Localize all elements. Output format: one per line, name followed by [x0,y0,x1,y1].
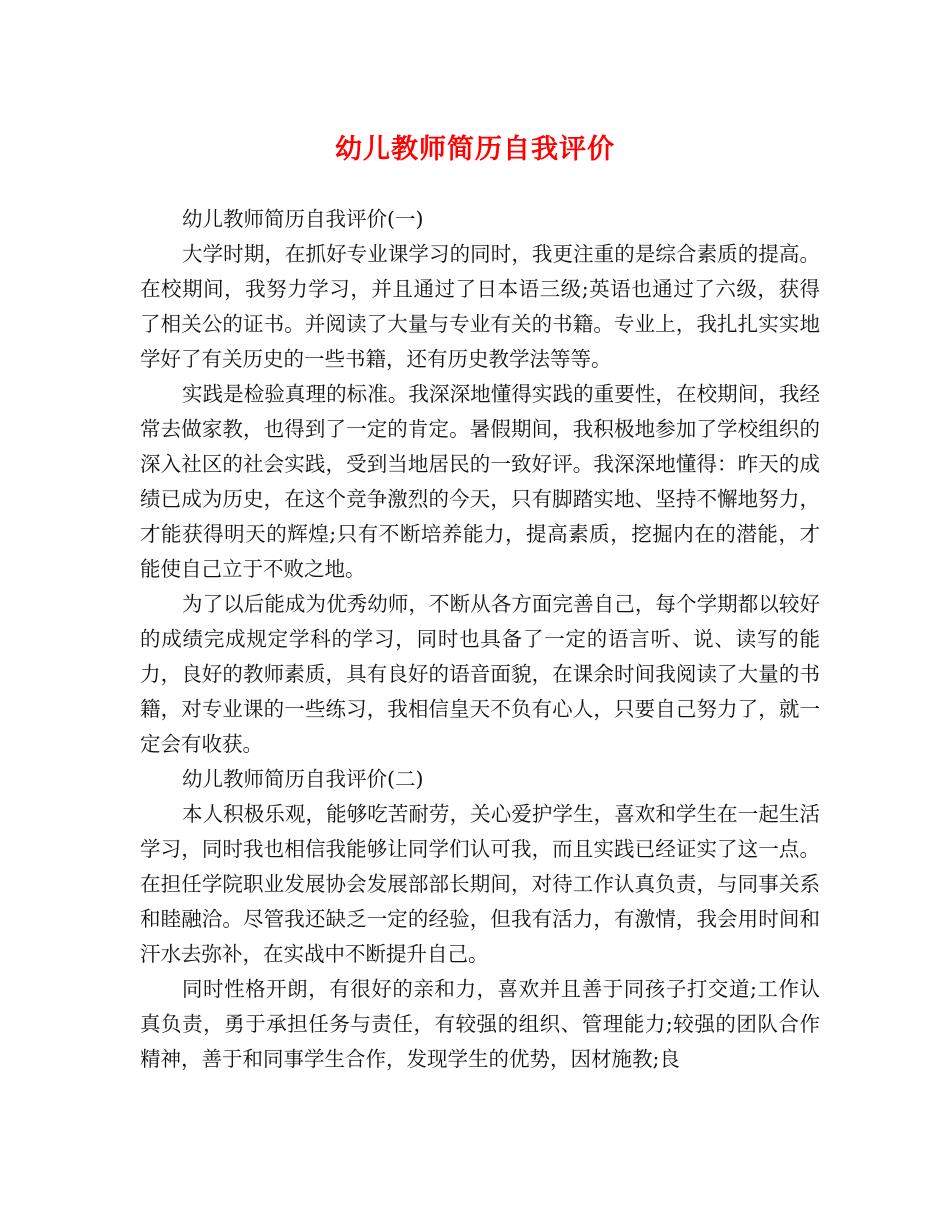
paragraph: 实践是检验真理的标准。我深深地懂得实践的重要性，在校期间，我经常去做家教，也得到了一定的肯定。暑假期间，我积极地参加了学校组织的深入社区的社会实践，受到当地居民的一致好评。我深深地懂得：昨天的成绩已成为历史，在这个竞争激烈的今天，只有脚踏实地、坚持不懈地努力，才能获得明天的辉煌;只有不断培养能力，提高素质，挖掘内在的潜能，才能使自己立于不败之地。 [140,382,820,581]
section-heading-2: 幼儿教师简历自我评价(二) [182,767,424,791]
document-body [140,202,820,1077]
paragraph: 同时性格开朗，有很好的亲和力，喜欢并且善于同孩子打交道;工作认真负责，勇于承担任务与责任，有较强的组织、管理能力;较强的团队合作精神，善于和同事学生合作，发现学生的优势，因材施教;良 [140,977,820,1071]
paragraph: 大学时期，在抓好专业课学习的同时，我更注重的是综合素质的提高。在校期间，我努力学习，并且通过了日本语三级;英语也通过了六级，获得了相关公的证书。并阅读了大量与专业有关的书籍。专业上，我扎扎实实地学好了有关历史的一些书籍，还有历史教学法等等。 [140,242,820,371]
paragraph: 为了以后能成为优秀幼师，不断从各方面完善自己，每个学期都以较好的成绩完成规定学科的学习，同时也具备了一定的语言听、说、读写的能力，良好的教师素质，具有良好的语音面貌，在课余时间我阅读了大量的书籍，对专业课的一些练习，我相信皇天不负有心人，只要自己努力了，就一定会有收获。 [140,592,820,756]
paragraph: 本人积极乐观，能够吃苦耐劳，关心爱护学生，喜欢和学生在一起生活学习，同时我也相信我能够让同学们认可我，而且实践已经证实了这一点。在担任学院职业发展协会发展部部长期间，对待工作认真负责，与同事关系和睦融洽。尽管我还缺乏一定的经验，但我有活力，有激情，我会用时间和汗水去弥补，在实战中不断提升自己。 [140,802,820,966]
section-heading-1: 幼儿教师简历自我评价(一) [182,207,424,231]
document-title: 幼儿教师简历自我评价 [335,134,615,165]
